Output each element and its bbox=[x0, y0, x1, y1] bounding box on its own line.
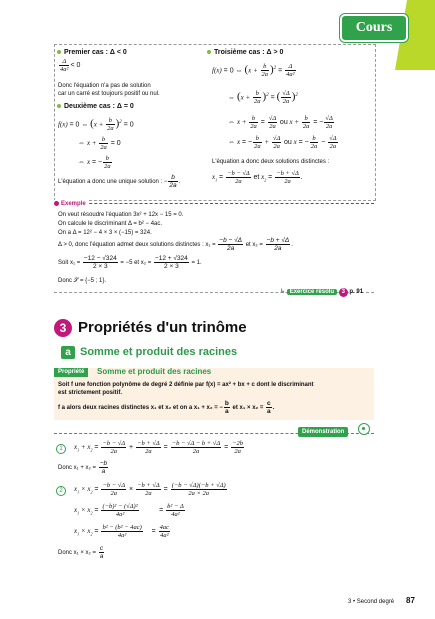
property-line2: est strictement positif. bbox=[58, 390, 123, 396]
case1-title: Premier cas : Δ < 0 bbox=[57, 48, 127, 57]
demo-sum-result: Donc x₁ + x₂ = $\frac{-b}{a}$ bbox=[58, 460, 108, 475]
demo-circle-1: 1 bbox=[56, 444, 66, 454]
demo-label: Démonstration bbox=[298, 427, 348, 437]
section-title: Propriétés d'un trinôme bbox=[78, 319, 247, 336]
case3-line1: f(x) = 0 ⇔ (x + $\frac{b}{2a}$ )$^2$ = $\frac{\Delta}{\text{4a²}}$ bbox=[212, 63, 295, 79]
example-line5: Soit x₁ = $\frac{-12 - √324}{2 \times 3}$ = −5 et x₂ = $\frac{-12 + √324}{2 \times 3}$ = 1. bbox=[58, 255, 202, 270]
case1-formula: $\frac{\Delta}{\text{4a²}}$ < 0 bbox=[60, 58, 81, 73]
case2-conclusion: L'équation a donc une unique solution : − $\frac{b}{2a}$ . bbox=[58, 174, 181, 189]
case2-line3: ⇔ x = − $\frac{b}{2a}$ bbox=[78, 155, 111, 170]
example-label: Exemple bbox=[54, 200, 89, 208]
case1-text2: car un carré est toujours positif ou nul. bbox=[58, 91, 160, 97]
demo-prod-line2: $x_1 \times x_2$ = $\frac{\text{(−b)² − (√Δ)²}}{\text{4a²}}$ = $\frac{\text{b² − Δ}}{\text{4a²}}$ bbox=[74, 503, 184, 518]
property-tag: Propriété bbox=[54, 368, 88, 377]
demo-prod-line1: $x_1 \times x_2$ = $\frac{-b - √\Delta}{2a}$ × $\frac{-b + √\Delta}{2a}$ = $\frac{(-b - √\Delta)(-b + √\Delta)}{2a \times 2a}$ bbox=[74, 482, 226, 497]
demo-target-icon bbox=[358, 423, 370, 435]
case2-title: Deuxième cas : Δ = 0 bbox=[57, 102, 134, 111]
case3-line2: ⇔ (x + $\frac{b}{2a}$ )$^2$ = ( $\frac{√\Delta}{2a}$ )$^2$ bbox=[228, 90, 298, 106]
page-number: 87 bbox=[406, 596, 415, 605]
case3-conclusion: L'équation a donc deux solutions distinctes : bbox=[212, 159, 330, 165]
exercise-number: 3 bbox=[339, 288, 348, 297]
example-line4: Δ > 0, donc l'équation admet deux solutions distinctes : x₁ = $\frac{-b - √\Delta}{2a}$ et x₂ = $\frac{-b + √\Delta}{2a}$ . bbox=[58, 237, 293, 252]
subsection-title: Somme et produit des racines bbox=[80, 346, 238, 358]
demo-sum-line: $x_1 + x_2$ = $\frac{-b - √\Delta}{2a}$ + $\frac{-b + √\Delta}{2a}$ = $\frac{-b - √\Delta - b + √\Delta}{2a}$ = $\frac{-2b}{2a}$ bbox=[74, 440, 244, 455]
example-line2: On calcule le discriminant Δ = b² − 4ac. bbox=[58, 221, 163, 227]
demo-prod-line3: $x_1 \times x_2$ = $\frac{\text{b² − (b² − 4ac)}}{\text{4a²}}$ = $\frac{4ac}{\text{4a²}}$ bbox=[74, 524, 170, 539]
cours-label: Cours bbox=[355, 20, 393, 35]
demo-circle-2: 2 bbox=[56, 486, 66, 496]
demo-prod-result: Donc x₁ × x₂ = $\frac{c}{a}$ bbox=[58, 545, 104, 560]
exercise-link[interactable] bbox=[280, 288, 363, 297]
example-rule bbox=[54, 203, 374, 204]
property-line1: Soit f une fonction polynôme de degré 2 définie par f(x) = ax² + bx + c dont le discriminant bbox=[58, 382, 314, 388]
arrow-icon: ↳ bbox=[280, 289, 286, 295]
cours-badge bbox=[340, 14, 408, 42]
exercise-link-label: Exercice résolu bbox=[287, 289, 337, 295]
footer-chapter: 3 • Second degré bbox=[348, 599, 395, 605]
case2-line2: ⇔ x + $\frac{b}{2a}$ = 0 bbox=[78, 136, 121, 151]
case3-solutions: $x_1$ = $\frac{-b - √\Delta}{2a}$ et $x_2$ = $\frac{-b + √\Delta}{2a}$ . bbox=[212, 170, 303, 185]
case2-line1: f(x) = 0 ⇔ (x + $\frac{b}{2a}$ )$^2$ = 0 bbox=[58, 117, 134, 133]
property-line3: f a alors deux racines distinctes x₁ et x₂ et on a x₁ + x₂ = − $\frac{b}{a}$ et x₁ × x₂ = $\frac{c}{a}$ . bbox=[58, 400, 275, 415]
example-line1: On veut résoudre l'équation 3x² + 12x − 15 = 0. bbox=[58, 212, 184, 218]
case1-text1: Donc l'équation n'a pas de solution bbox=[58, 83, 151, 89]
example-line3: On a Δ = 12² − 4 × 3 × (−15) = 324. bbox=[58, 230, 152, 236]
section-number: 3 bbox=[54, 319, 72, 337]
subsection-letter: a bbox=[61, 346, 75, 359]
example-line6: Donc 𝒮 = {−5 ; 1}. bbox=[58, 278, 107, 284]
case3-line4: ⇔ x = − $\frac{b}{2a}$ + $\frac{√\Delta}{2a}$ ou x = − $\frac{b}{2a}$ − $\frac{√\Delta}{2a}$ bbox=[228, 135, 337, 150]
case3-title: Troisième cas : Δ > 0 bbox=[207, 48, 283, 57]
case3-line3: ⇔ x + $\frac{b}{2a}$ = $\frac{√\Delta}{2a}$ ou x + $\frac{b}{2a}$ = − $\frac{√\Delta}{2a}$ bbox=[228, 115, 333, 130]
property-title: Somme et produit des racines bbox=[97, 367, 212, 376]
exercise-page: p. 91 bbox=[349, 289, 364, 295]
